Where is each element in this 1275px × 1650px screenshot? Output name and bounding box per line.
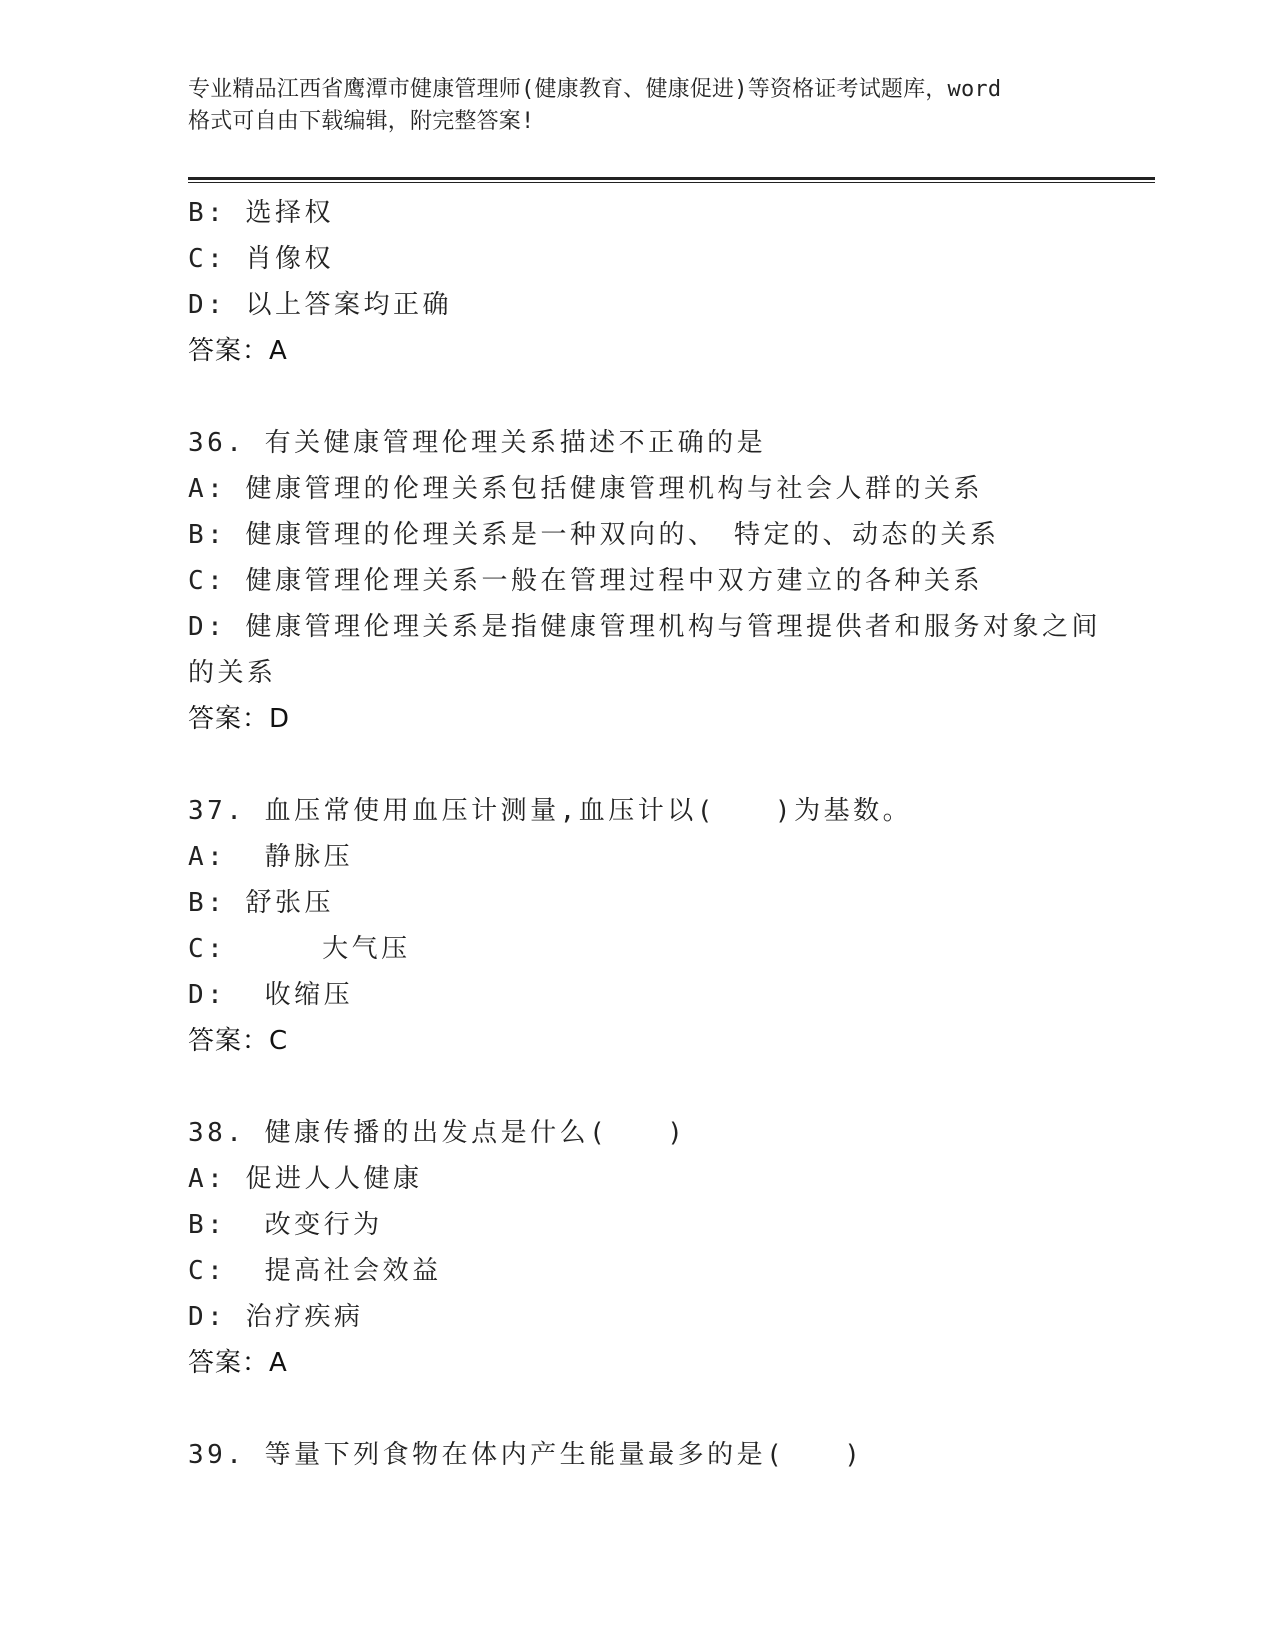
question-stem: 38. 健康传播的出发点是什么( ) [188,1118,687,1148]
option-d: D: 以上答案均正确 [188,290,452,320]
spacer [188,742,1148,788]
option-d: D: 健康管理伦理关系是指健康管理机构与管理提供者和服务对象之间 [188,612,1101,642]
option-c: C: 大气压 [188,934,411,964]
question-block-39 [188,1432,1148,1478]
answer-line: 答案：D [188,704,291,734]
option-a: A: 健康管理的伦理关系包括健康管理机构与社会人群的关系 [188,474,983,504]
option-c: C: 健康管理伦理关系一般在管理过程中双方建立的各种关系 [188,566,983,596]
option-b: B: 选择权 [188,198,334,228]
question-stem: 37. 血压常使用血压计测量,血压计以( )为基数。 [188,796,913,826]
spacer [188,374,1148,420]
document-header [188,74,1088,138]
option-b: B: 舒张压 [188,888,334,918]
answer-line: 答案：C [188,1026,289,1056]
answer-line: 答案：A [188,336,288,366]
option-d: D: 治疗疾病 [188,1302,364,1332]
question-block-37 [188,788,1148,1064]
spacer [188,1064,1148,1110]
header-line-1: 专业精品江西省鹰潭市健康管理师(健康教育、健康促进)等资格证考试题库，word [188,77,1002,102]
question-stem: 36. 有关健康管理伦理关系描述不正确的是 [188,428,767,458]
question-list [188,190,1148,1478]
option-b: B: 健康管理的伦理关系是一种双向的、 特定的、动态的关系 [188,520,1000,550]
option-a: A: 促进人人健康 [188,1164,423,1194]
question-block-35 [188,190,1148,374]
header-divider-thick [188,177,1155,180]
answer-line: 答案：A [188,1348,288,1378]
option-d-continued: 的关系 [188,658,277,688]
option-a: A: 静脉压 [188,842,354,872]
option-d: D: 收缩压 [188,980,354,1010]
header-line-2: 格式可自由下载编辑，附完整答案! [188,109,535,134]
option-b: B: 改变行为 [188,1210,383,1240]
question-block-38 [188,1110,1148,1386]
header-divider-thin [188,182,1155,183]
option-c: C: 肖像权 [188,244,334,274]
question-block-36 [188,420,1148,742]
question-stem: 39. 等量下列食物在体内产生能量最多的是( ) [188,1440,864,1470]
option-c: C: 提高社会效益 [188,1256,442,1286]
spacer [188,1386,1148,1432]
